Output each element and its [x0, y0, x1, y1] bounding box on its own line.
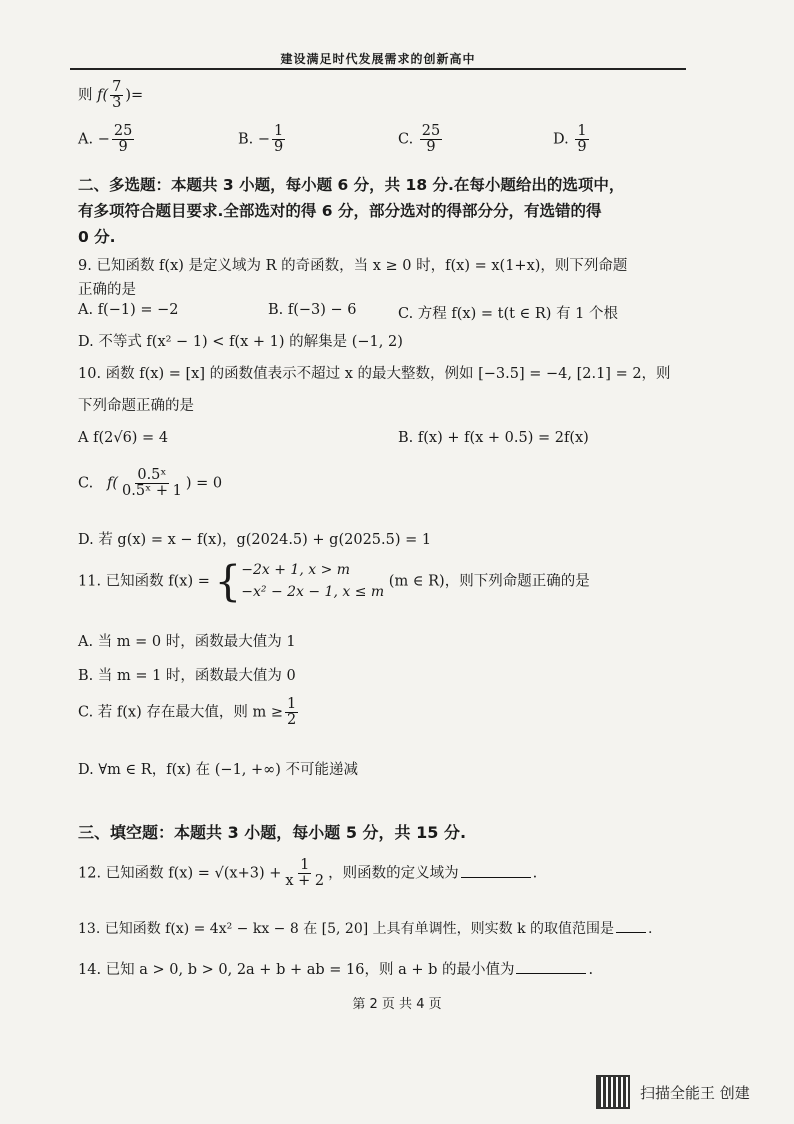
q11-stem	[78, 556, 590, 606]
q13	[78, 918, 653, 938]
qr-code-icon	[596, 1075, 630, 1109]
q8-option-a[interactable]	[78, 124, 238, 155]
frac-num: 25	[421, 123, 441, 139]
frac-num: 1	[274, 123, 284, 139]
frac-den: 0.5ˣ + 1	[122, 483, 182, 500]
section2-line1: 二、多选题：本题共 3 小题，每小题 6 分，共 18 分.在每小题给出的选项中，	[78, 176, 625, 194]
option-sign: −	[97, 131, 110, 148]
q8-prefix: 则	[78, 87, 93, 104]
q12	[78, 858, 537, 889]
q8-option-c[interactable]	[398, 124, 553, 155]
option-frac	[575, 124, 588, 155]
q8-option-d[interactable]	[553, 124, 653, 155]
q10-option-b[interactable]: B. f(x) + f(x + 0.5) = 2f(x)	[398, 430, 589, 446]
option-label: C.	[398, 131, 414, 148]
q10-option-a[interactable]: A f(2√6) = 4	[78, 430, 169, 446]
q10-options-row1	[78, 430, 698, 446]
q9-option-b[interactable]: B. f(−3) − 6	[268, 302, 357, 318]
q8-frac	[110, 80, 123, 111]
frac-den: 9	[426, 139, 436, 156]
page-header: 建设满足时代发展需求的创新高中	[70, 50, 686, 70]
q12-end: .	[532, 865, 538, 882]
q8-frac-den: 3	[112, 95, 122, 112]
option-frac	[272, 124, 285, 155]
frac-den: x + 2	[285, 873, 325, 890]
page-footer: 第 2 页 共 4 页	[352, 997, 442, 1012]
q14-end: .	[588, 962, 594, 978]
frac-den: 9	[118, 139, 128, 156]
q8-expr-post: )=	[125, 87, 144, 104]
scanner-watermark: 扫描全能王 创建	[640, 1084, 750, 1102]
q10-option-c[interactable]	[78, 468, 222, 499]
q9-option-d[interactable]: D. 不等式 f(x² − 1) < f(x + 1) 的解集是 (−1, 2)	[78, 334, 403, 350]
q9-option-a[interactable]: A. f(−1) = −2	[78, 302, 179, 318]
q11-option-c[interactable]	[78, 697, 300, 728]
option-frac	[112, 124, 134, 155]
option-frac	[420, 124, 442, 155]
q10-c-post: ) = 0	[185, 475, 223, 492]
frac-num: 1	[300, 857, 310, 873]
q10-stem-line2: 下列命题正确的是	[78, 398, 194, 414]
option-label: D.	[553, 131, 569, 148]
q9-stem-line2: 正确的是	[78, 282, 136, 298]
q11-piece2: −x² − 2x − 1, x ≤ m	[241, 583, 385, 600]
q11-stem-pre: 11. 已知函数 f(x) =	[78, 573, 210, 590]
frac-den: 9	[577, 139, 587, 156]
q8-options	[78, 124, 718, 155]
frac-den: 2	[287, 712, 297, 729]
q10-c-frac	[120, 468, 184, 499]
q8-expr-pre: f(	[97, 87, 109, 104]
q13-answer-blank[interactable]	[616, 920, 646, 933]
q11-option-b[interactable]: B. 当 m = 1 时，函数最大值为 0	[78, 668, 296, 684]
q11-c-frac	[285, 697, 298, 728]
frac-num: 1	[287, 696, 297, 712]
section2-line2: 有多项符合题目要求.全部选对的得 6 分，部分选对的得部分分，有选错的得	[78, 202, 602, 220]
q10-option-d[interactable]: D. 若 g(x) = x − f(x)，g(2024.5) + g(2025.5) = 1	[78, 532, 432, 548]
section3-title: 三、填空题：本题共 3 小题，每小题 5 分，共 15 分.	[78, 823, 467, 842]
q10-stem-line1: 10. 函数 f(x) = [x] 的函数值表示不超过 x 的最大整数，例如 [−3.5] = −4, [2.1] = 2，则	[78, 366, 671, 382]
q9-stem-line1: 9. 已知函数 f(x) 是定义域为 R 的奇函数，当 x ≥ 0 时，f(x) = x(1+x)，则下列命题	[78, 258, 628, 274]
q8-tail	[78, 80, 143, 111]
q9-option-c[interactable]: C. 方程 f(x) = t(t ∈ R) 有 1 个根	[398, 306, 619, 322]
section2-line3: 0 分.	[78, 228, 116, 246]
q10-c-pre: f(	[107, 475, 119, 492]
q11-option-a[interactable]: A. 当 m = 0 时，函数最大值为 1	[78, 634, 296, 650]
q11-piecewise	[241, 560, 384, 603]
q14	[78, 958, 593, 979]
brace-icon: {	[214, 556, 242, 606]
option-sign: −	[257, 131, 271, 148]
q12-post: ，则函数的定义域为	[328, 865, 459, 882]
option-label: B.	[238, 131, 254, 148]
q12-answer-blank[interactable]	[461, 865, 531, 878]
q11-c-pre: C. 若 f(x) 存在最大值，则 m ≥	[78, 704, 283, 721]
option-label: C.	[78, 475, 94, 492]
q14-text: 14. 已知 a > 0, b > 0, 2a + b + ab = 16，则 a + b 的最小值为	[78, 962, 515, 978]
frac-num: 1	[577, 123, 587, 139]
frac-num: 0.5ˣ	[137, 467, 167, 483]
q12-pre: 12. 已知函数 f(x) = √(x+3) +	[78, 865, 282, 882]
q11-stem-post: (m ∈ R)，则下列命题正确的是	[388, 573, 590, 590]
frac-den: 9	[274, 139, 284, 156]
q13-text: 13. 已知函数 f(x) = 4x² − kx − 8 在 [5, 20] 上具有单调性，则实数 k 的取值范围是	[78, 921, 615, 937]
q11-option-d[interactable]: D. ∀m ∈ R，f(x) 在 (−1, +∞) 不可能递减	[78, 762, 359, 778]
q8-frac-num: 7	[112, 79, 122, 95]
q12-frac	[283, 858, 326, 889]
option-label: A.	[78, 131, 94, 148]
q14-answer-blank[interactable]	[516, 961, 586, 974]
q13-end: .	[648, 921, 653, 937]
q8-option-b[interactable]	[238, 124, 398, 155]
q11-piece1: −2x + 1, x > m	[241, 562, 351, 578]
q9-options-row	[78, 302, 698, 323]
frac-num: 25	[113, 123, 133, 139]
